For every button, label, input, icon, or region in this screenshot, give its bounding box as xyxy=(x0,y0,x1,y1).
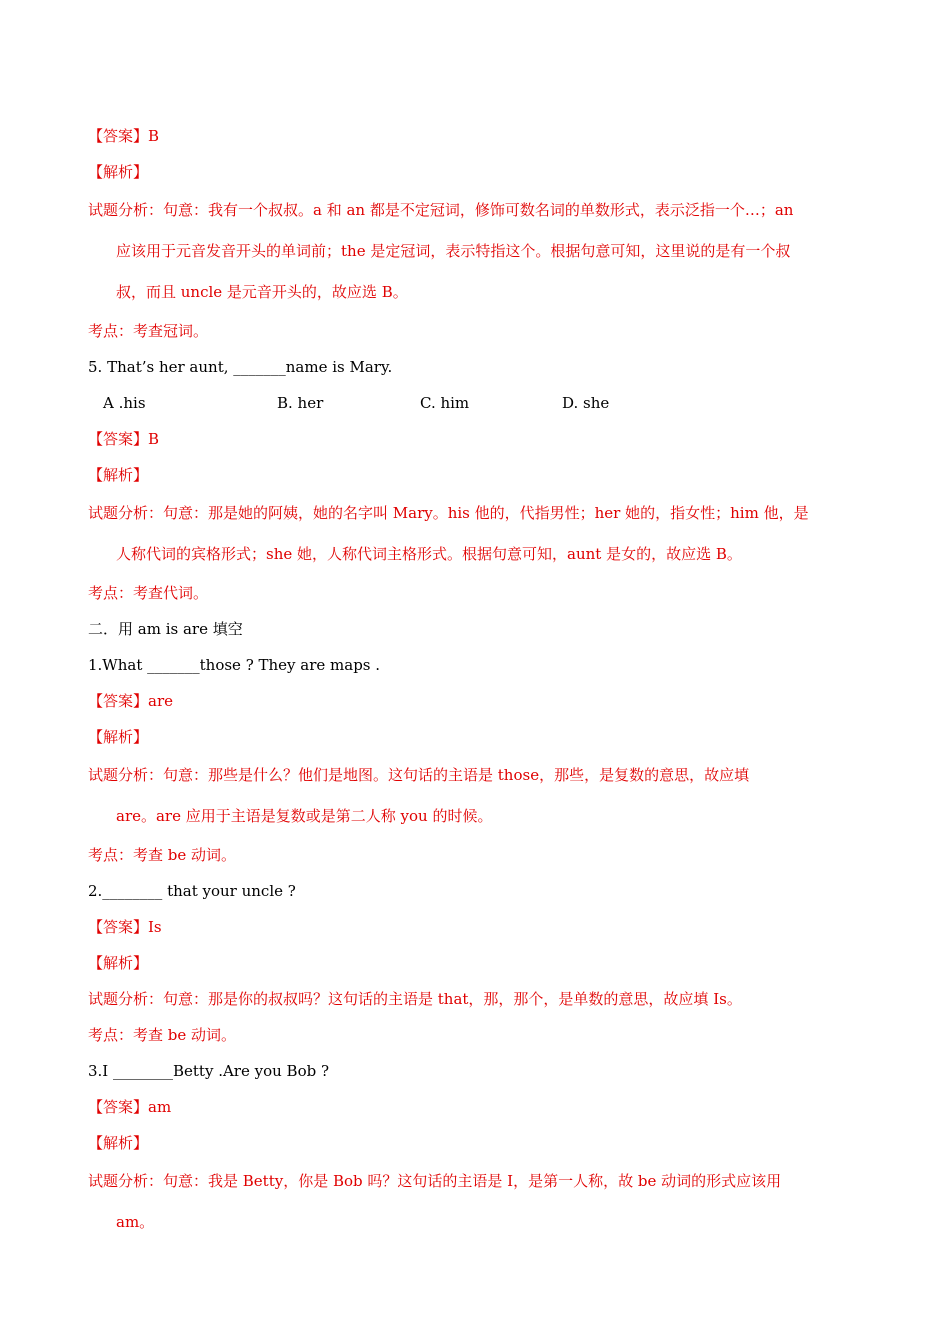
q5-answer: 【答案】B xyxy=(88,430,160,448)
s2-q2-answer: 【答案】Is xyxy=(88,918,162,936)
s2-q1-question: 1.What _______those ? They are maps . xyxy=(88,656,381,674)
q4-analysis xyxy=(88,190,868,313)
s2-q3-analysis-label: 【解析】 xyxy=(88,1134,149,1152)
q4-analysis-line3: 叔，而且 uncle 是元音开头的，故应选 B。 xyxy=(116,283,408,301)
q5-options xyxy=(88,385,868,421)
q5-option-a: A .his xyxy=(103,394,146,412)
q5-option-c: C. him xyxy=(420,394,470,412)
q5-analysis-line2: 人称代词的宾格形式；she 她，人称代词主格形式。根据句意可知，aunt 是女的，故应选 B。 xyxy=(116,545,742,563)
s2-q1-answer: 【答案】are xyxy=(88,692,173,710)
q5-analysis-line1: 试题分析：句意：那是她的阿姨，她的名字叫 Mary。his 他的，代指男性；her 她的，指女性；him 他，是 xyxy=(88,504,809,522)
s2-q2-point: 考点：考查 be 动词。 xyxy=(88,1026,237,1044)
s2-q3-analysis-line1: 试题分析：句意：我是 Betty，你是 Bob 吗？这句话的主语是 I，是第一人称，故 be 动词的形式应该用 xyxy=(88,1172,782,1190)
s2-q3-analysis-line2: am。 xyxy=(116,1213,155,1231)
q5-option-d: D. she xyxy=(562,394,610,412)
q4-answer: 【答案】B xyxy=(88,127,160,145)
s2-q2-question: 2.________ that your uncle ? xyxy=(88,882,296,900)
s2-q1-analysis-line1: 试题分析：句意：那些是什么？他们是地图。这句话的主语是 those，那些，是复数的意思，故应填 xyxy=(88,766,750,784)
q4-point: 考点：考查冠词。 xyxy=(88,322,209,340)
q5-analysis xyxy=(88,493,868,575)
s2-q3-question: 3.I ________Betty .Are you Bob ? xyxy=(88,1062,330,1080)
s2-q3-analysis xyxy=(88,1161,868,1243)
s2-q1-analysis-label: 【解析】 xyxy=(88,728,149,746)
q4-analysis-line2: 应该用于元音发音开头的单词前；the 是定冠词，表示特指这个。根据句意可知，这里说的是有一个叔 xyxy=(116,242,791,260)
s2-q1-point: 考点：考查 be 动词。 xyxy=(88,846,237,864)
q5-question: 5. That’s her aunt, _______name is Mary. xyxy=(88,358,393,376)
q5-option-b: B. her xyxy=(277,394,324,412)
s2-q1-analysis xyxy=(88,755,868,837)
s2-q2-analysis-line1: 试题分析：句意：那是你的叔叔吗？这句话的主语是 that，那，那个，是单数的意思，故应填 Is。 xyxy=(88,990,742,1008)
s2-q1-analysis-line2: are。are 应用于主语是复数或是第二人称 you 的时候。 xyxy=(116,807,493,825)
q5-analysis-label: 【解析】 xyxy=(88,466,149,484)
s2-q3-answer: 【答案】am xyxy=(88,1098,172,1116)
q5-point: 考点：考查代词。 xyxy=(88,584,209,602)
section-two-heading: 二．用 am is are 填空 xyxy=(88,620,243,638)
q4-analysis-line1: 试题分析：句意：我有一个叔叔。a 和 an 都是不定冠词，修饰可数名词的单数形式，表示泛指一个…；an xyxy=(88,201,794,219)
s2-q2-analysis-label: 【解析】 xyxy=(88,954,149,972)
document-page xyxy=(88,118,868,1243)
q4-analysis-label: 【解析】 xyxy=(88,163,149,181)
